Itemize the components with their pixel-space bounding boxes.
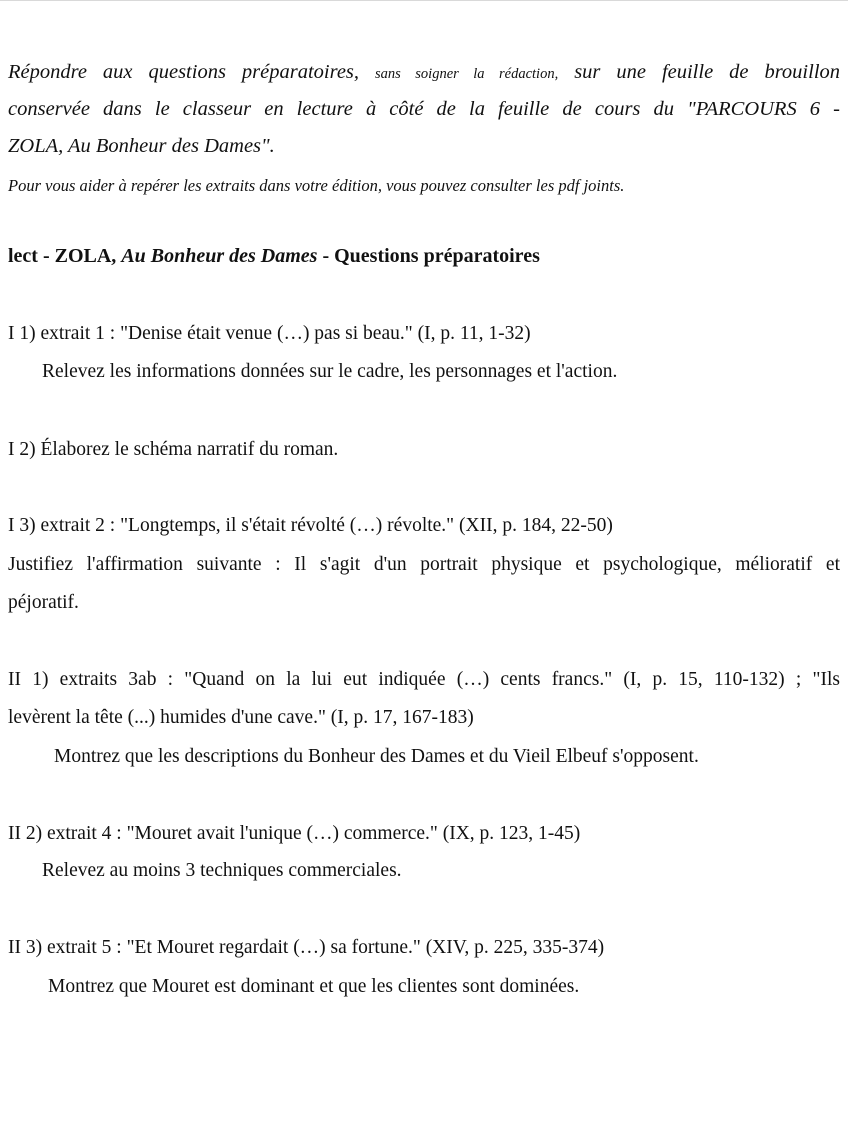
title-suffix: - Questions préparatoires bbox=[317, 245, 540, 267]
question-3-task-line-1: Justifiez l'affirmation suivante : Il s'agit d'un portrait physique et psychologique, mélioratif et bbox=[8, 554, 840, 575]
intro-text-b: sur une feuille de brouillon bbox=[574, 61, 841, 83]
question-2-ref: I 2) Élaborez le schéma narratif du roman. bbox=[8, 439, 339, 460]
intro-line-2: conservée dans le classeur en lecture à côté de la feuille de cours du "PARCOURS 6 - bbox=[8, 98, 840, 120]
intro-book-title: Au Bonheur des Dames bbox=[68, 135, 262, 157]
question-1-task: Relevez les informations données sur le cadre, les personnages et l'action. bbox=[42, 361, 618, 382]
title-prefix: lect - ZOLA, bbox=[8, 245, 122, 267]
question-5-task: Relevez au moins 3 techniques commerciales. bbox=[42, 860, 402, 881]
question-6-ref: II 3) extrait 5 : "Et Mouret regardait (…) sa fortune." (XIV, p. 225, 335-374) bbox=[8, 937, 605, 958]
question-3-task-line-2: péjoratif. bbox=[8, 592, 79, 613]
question-6-task: Montrez que Mouret est dominant et que les clientes sont dominées. bbox=[48, 976, 580, 997]
intro-text-small: sans soigner la rédaction, bbox=[375, 66, 559, 82]
intro-zola: ZOLA, bbox=[8, 135, 69, 157]
intro-line-3 bbox=[8, 134, 275, 158]
top-divider bbox=[0, 0, 848, 1]
intro-quote-end: ". bbox=[261, 135, 275, 157]
question-1-ref: I 1) extrait 1 : "Denise était venue (…) pas si beau." (I, p. 11, 1-32) bbox=[8, 323, 531, 344]
question-4-ref-line-2: levèrent la tête (...) humides d'une cave." (I, p. 17, 167-183) bbox=[8, 707, 474, 728]
title-book: Au Bonheur des Dames bbox=[121, 245, 318, 267]
page-title bbox=[8, 244, 540, 268]
question-4-ref-line-1: II 1) extraits 3ab : "Quand on la lui eut indiquée (…) cents francs." (I, p. 15, 110-132) ; "Ils bbox=[8, 669, 840, 690]
question-4-task: Montrez que les descriptions du Bonheur des Dames et du Vieil Elbeuf s'opposent. bbox=[54, 746, 699, 767]
help-note: Pour vous aider à repérer les extraits dans votre édition, vous pouvez consulter les pdf joints. bbox=[8, 176, 625, 195]
intro-text-a: Répondre aux questions préparatoires, bbox=[8, 61, 360, 83]
intro-line-1 bbox=[8, 60, 840, 86]
question-3-ref: I 3) extrait 2 : "Longtemps, il s'était révolté (…) révolte." (XII, p. 184, 22-50) bbox=[8, 515, 613, 536]
question-5-ref: II 2) extrait 4 : "Mouret avait l'unique (…) commerce." (IX, p. 123, 1-45) bbox=[8, 823, 581, 844]
